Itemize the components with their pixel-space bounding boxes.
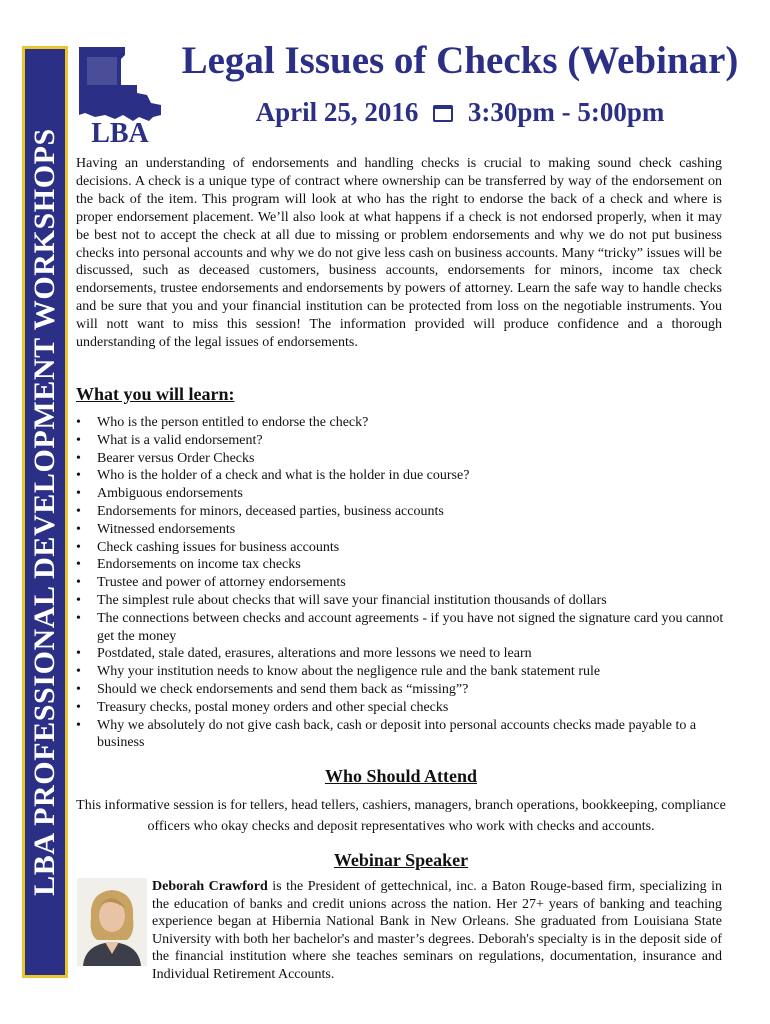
calendar-icon (433, 105, 453, 122)
speaker-name: Deborah Crawford (152, 879, 268, 894)
louisiana-state-logo-icon (77, 45, 163, 145)
learn-list-item: • The connections between checks and account agreements - if you have not signed the signature card you cannot get the money (76, 610, 726, 646)
speaker-bio-text: is the President of gettechnical, inc. a Baton Rouge-based firm, specializing in the education of banks and credit unions across the nation. Her 27+ years of banking and teaching experience began at Hibernia National Bank in New Orleans. She graduated from Louisiana State University with both her bachelor's and master’s degrees. Deborah's specialty is in the deposit side of the financial institution where she teaches seminars on regulations, documentation, insurance and Individual Retirement Accounts. (152, 879, 722, 982)
intro-paragraph: Having an understanding of endorsements and handling checks is crucial to making sound check cashing decisions. A check is a unique type of contract where ownership can be transferred by way of the endorsement on the back of the item. This program will look at who has the right to endorse the back of a check and where is proper endorsement placement. We’ll also look at what happens if a check is not endorsed properly, when it may be best not to accept the check at all due to missing or problem endorsements and why we do not put business checks into personal accounts and why we do not give less cash on business accounts. Many “tricky” issues will be discussed, such as deceased customers, business accounts, endorsements for minors, income tax check endorsements, trustee endorsements and endorsements by powers of attorney. Learn the safe way to handle checks and be sure that you and your financial institution can be protected from loss on the negotiable instruments. You will nott want to miss this session! The information provided will produce confidence and a thorough understanding of the legal issues of endorsements. (76, 156, 722, 351)
learn-list-item: • Who is the holder of a check and what is the holder in due course? (76, 467, 726, 485)
who-text: This informative session is for tellers, head tellers, cashiers, managers, branch operations, bookkeeping, compliance officers who okay checks and deposit representatives who work with checks and accounts. (76, 798, 726, 834)
side-banner (22, 46, 68, 978)
learn-list-item: • Should we check endorsements and send them back as “missing”? (76, 681, 726, 699)
learn-list-item: • Treasury checks, postal money orders and other special checks (76, 699, 726, 717)
learn-list (76, 414, 726, 752)
who-heading: Who Should Attend (324, 766, 478, 786)
learn-list-item: • What is a valid endorsement? (76, 432, 726, 450)
event-time: 3:30pm - 5:00pm (467, 97, 665, 127)
learn-list-item: • Postdated, stale dated, erasures, alterations and more lessons we need to learn (76, 645, 726, 663)
speaker-bio (152, 878, 722, 984)
learn-list-item: • Check cashing issues for business accounts (76, 539, 726, 557)
learn-list-item: • The simplest rule about checks that will save your financial institution thousands of dollars (76, 592, 726, 610)
learn-list-item: • Endorsements on income tax checks (76, 556, 726, 574)
page-title: Legal Issues of Checks (Webinar) (181, 39, 739, 82)
logo-text: LBA (91, 118, 149, 145)
learn-list-item: • Trustee and power of attorney endorsements (76, 574, 726, 592)
learn-list-item: • Witnessed endorsements (76, 521, 726, 539)
learn-list-item: • Bearer versus Order Checks (76, 450, 726, 468)
learn-heading: What you will learn: (76, 384, 235, 404)
speaker-photo (77, 878, 147, 966)
learn-list-item: • Who is the person entitled to endorse the check? (76, 414, 726, 432)
speaker-heading: Webinar Speaker (333, 850, 469, 870)
learn-list-item: • Endorsements for minors, deceased parties, business accounts (76, 503, 726, 521)
learn-list-item: • Why your institution needs to know about the negligence rule and the bank statement rule (76, 663, 726, 681)
side-banner-text: LBA PROFESSIONAL DEVELOPMENT WORKSHOPS (28, 128, 61, 896)
event-datetime (170, 96, 750, 128)
learn-list-item: • Ambiguous endorsements (76, 485, 726, 503)
event-date: April 25, 2016 (255, 97, 419, 127)
learn-list-item: • Why we absolutely do not give cash back, cash or deposit into personal accounts checks made payable to a business (76, 717, 726, 753)
